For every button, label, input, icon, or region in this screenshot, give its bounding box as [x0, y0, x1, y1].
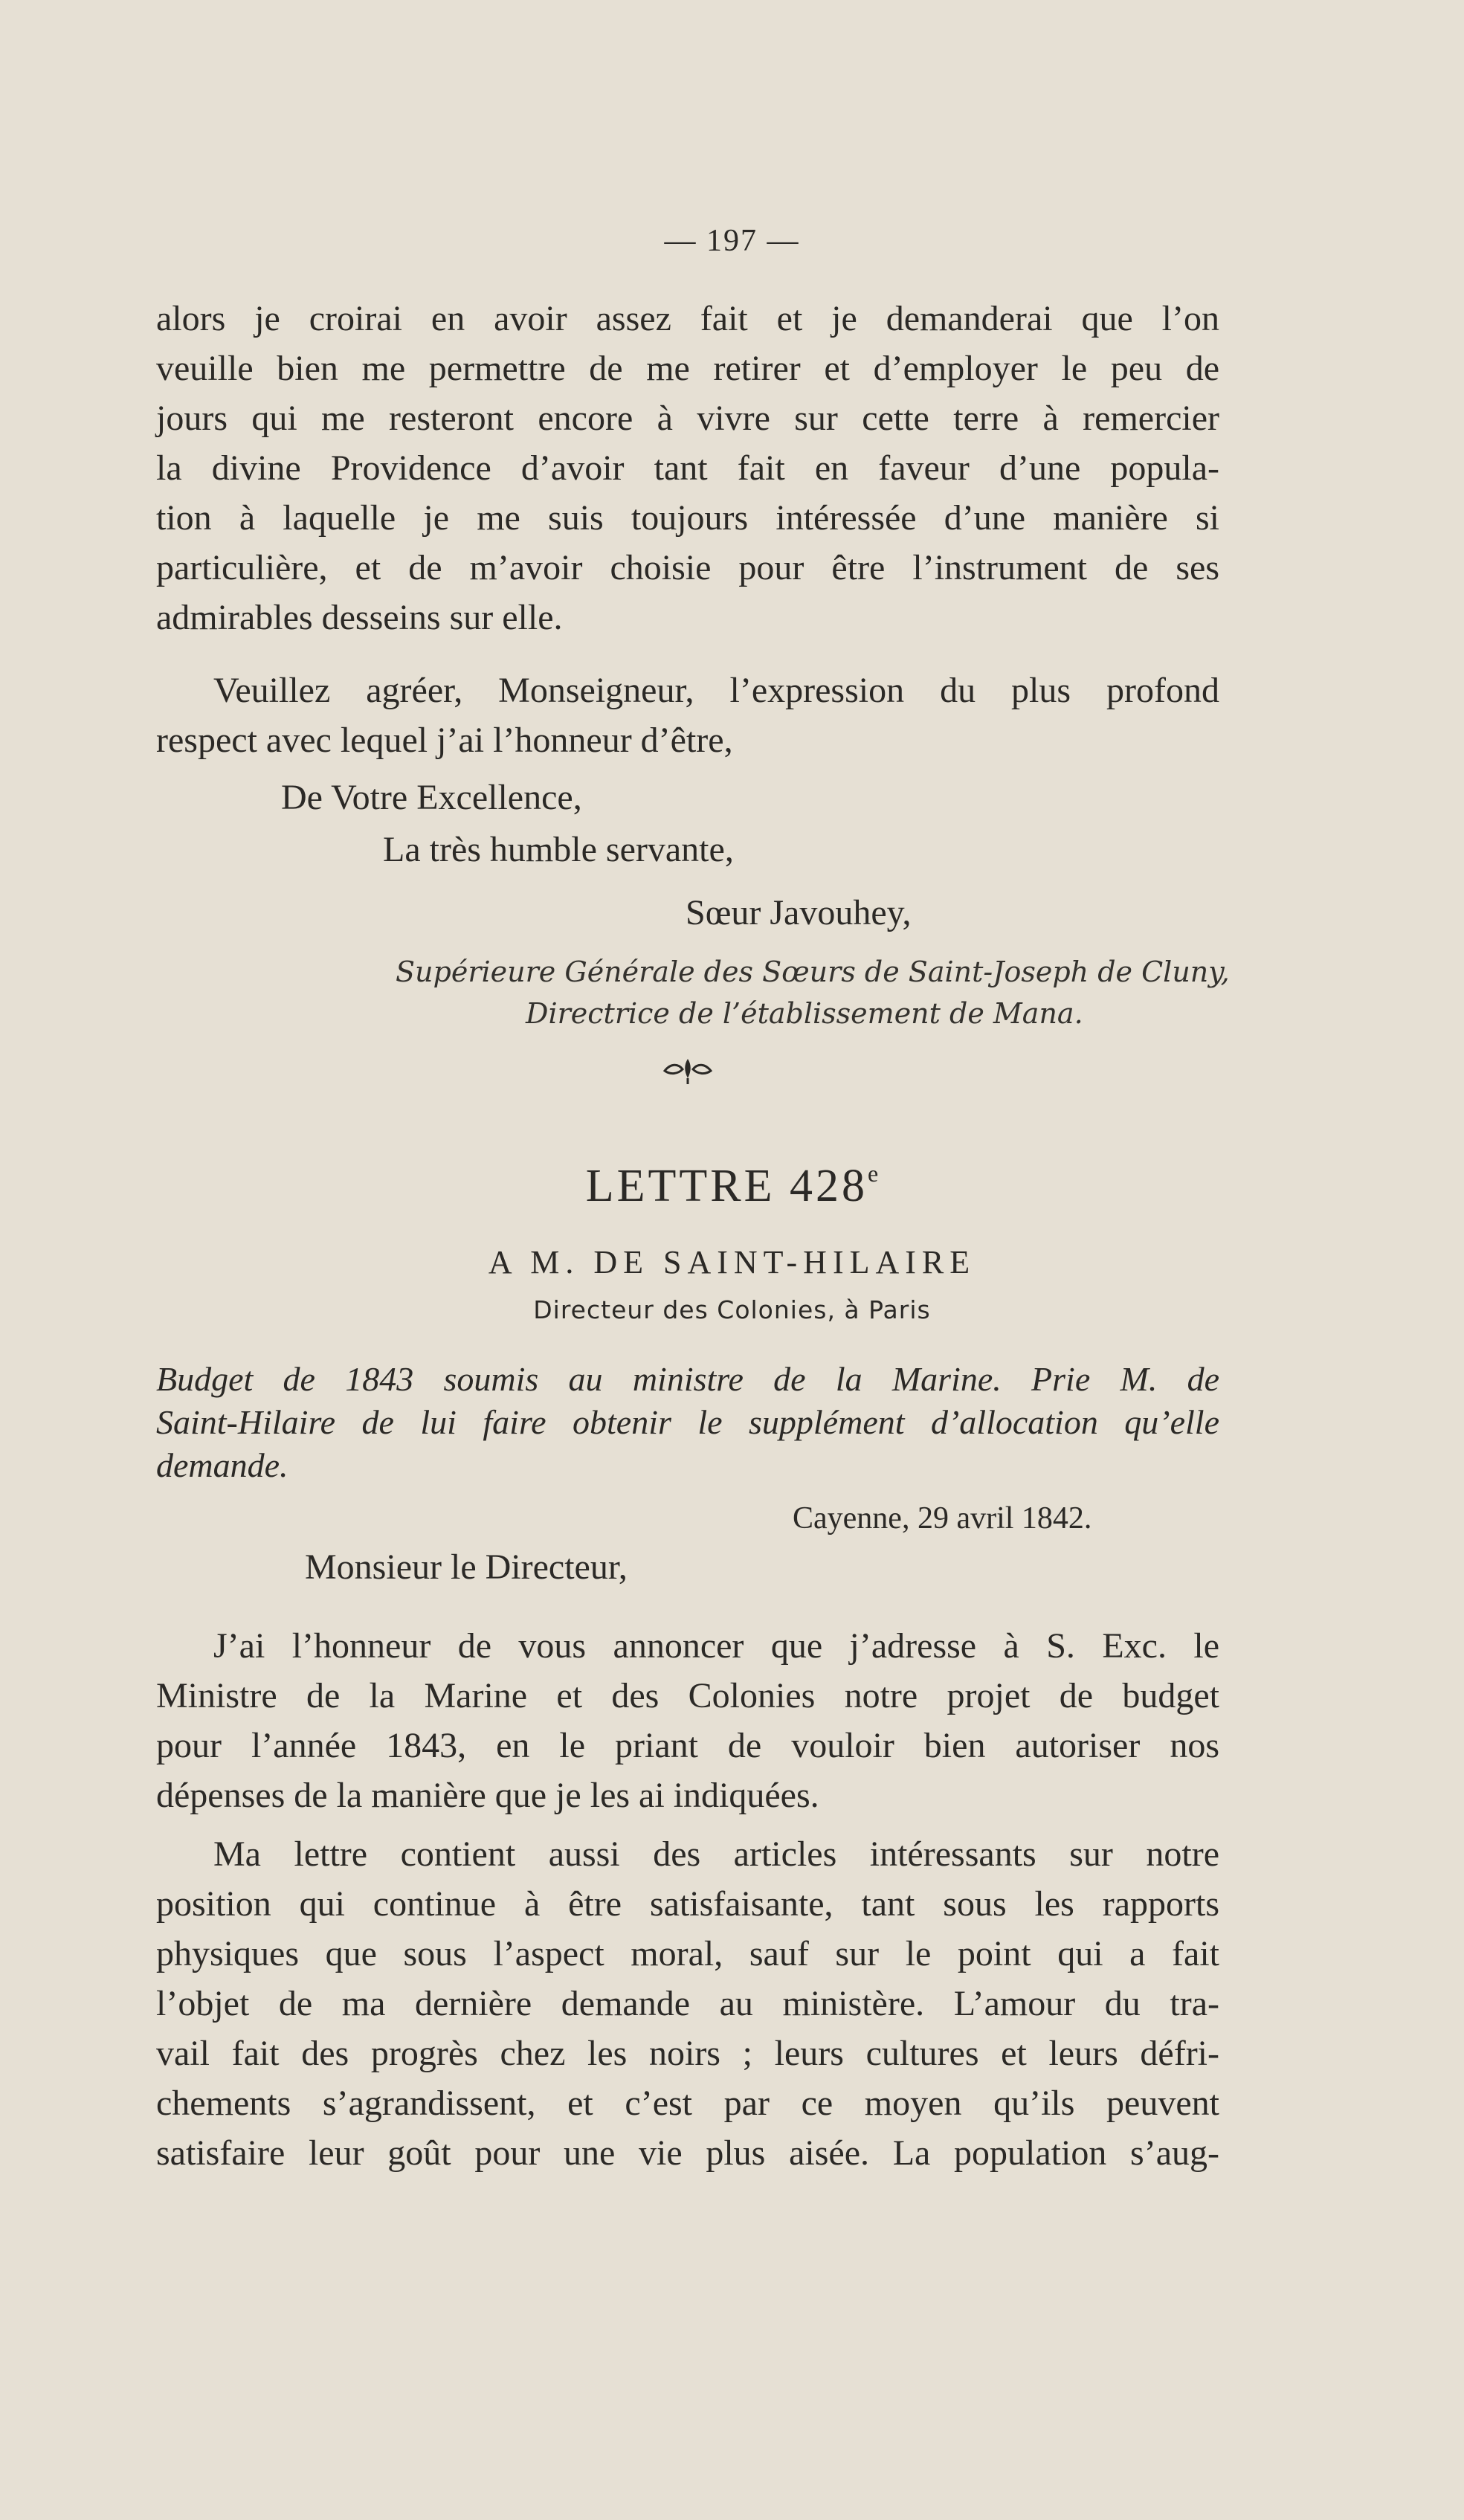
- body-line: chements s’agrandissent, et c’est par ce moyen qu’ils peuvent: [156, 2084, 1219, 2123]
- page-number: — 197 —: [664, 224, 800, 258]
- summary-line: demande.: [156, 1446, 288, 1484]
- paragraph-line: alors je croirai en avoir assez fait et je demanderai que l’on: [156, 299, 1219, 338]
- paragraph-line: veuille bien me permettre de me retirer et d’employer le peu de: [156, 349, 1219, 388]
- body-line: pour l’année 1843, en le priant de vouloir bien autoriser nos: [156, 1726, 1219, 1765]
- closing-line: Veuillez agréer, Monseigneur, l’expression du plus profond: [213, 671, 1219, 710]
- place-date: Cayenne, 29 avril 1842.: [793, 1501, 1092, 1535]
- body-line: l’objet de ma dernière demande au ministère. L’amour du tra-: [156, 1984, 1219, 2023]
- fleuron-icon: [662, 1056, 714, 1086]
- paragraph-line: particulière, et de m’avoir choisie pour être l’instrument de ses: [156, 548, 1219, 587]
- body-line: Ma lettre contient aussi des articles intéressants sur notre: [213, 1834, 1219, 1874]
- summary-line: Budget de 1843 soumis au ministre de la Marine. Prie M. de: [156, 1360, 1219, 1398]
- address-line: De Votre Excellence,: [281, 778, 582, 817]
- letter-title-text: LETTRE 428: [585, 1161, 868, 1211]
- recipient-subtitle: Directeur des Colonies, à Paris: [533, 1295, 931, 1324]
- recipient: A M. DE SAINT-HILAIRE: [488, 1244, 976, 1280]
- paragraph-line: jours qui me resteront encore à vivre sur cette terre à remercier: [156, 399, 1219, 438]
- body-line: J’ai l’honneur de vous annoncer que j’adresse à S. Exc. le: [213, 1626, 1219, 1666]
- letter-title-superscript: e: [868, 1160, 879, 1187]
- servant-line: La très humble servante,: [383, 830, 734, 869]
- signatory-title: Supérieure Générale des Sœurs de Saint-Joseph de Cluny,: [396, 956, 1230, 988]
- body-line: physiques que sous l’aspect moral, sauf sur le point qui a fait: [156, 1934, 1219, 1973]
- paragraph-line: la divine Providence d’avoir tant fait en faveur d’une popula-: [156, 448, 1219, 488]
- paragraph-line: tion à laquelle je me suis toujours intéressée d’une manière si: [156, 498, 1219, 538]
- body-line: Ministre de la Marine et des Colonies notre projet de budget: [156, 1676, 1219, 1715]
- salutation: Monsieur le Directeur,: [305, 1547, 628, 1587]
- letter-title: [0, 1160, 1464, 1213]
- signature: Sœur Javouhey,: [686, 893, 912, 932]
- closing-line: respect avec lequel j’ai l’honneur d’être,: [156, 721, 733, 760]
- body-line: position qui continue à être satisfaisante, tant sous les rapports: [156, 1884, 1219, 1924]
- body-line: dépenses de la manière que je les ai indiquées.: [156, 1776, 819, 1815]
- body-line: satisfaire leur goût pour une vie plus aisée. La population s’aug-: [156, 2133, 1219, 2173]
- summary-line: Saint-Hilaire de lui faire obtenir le supplément d’allocation qu’elle: [156, 1403, 1219, 1441]
- body-line: vail fait des progrès chez les noirs ; leurs cultures et leurs défri-: [156, 2034, 1219, 2073]
- signatory-title: Directrice de l’établissement de Mana.: [526, 997, 1083, 1030]
- paragraph-line: admirables desseins sur elle.: [156, 598, 563, 637]
